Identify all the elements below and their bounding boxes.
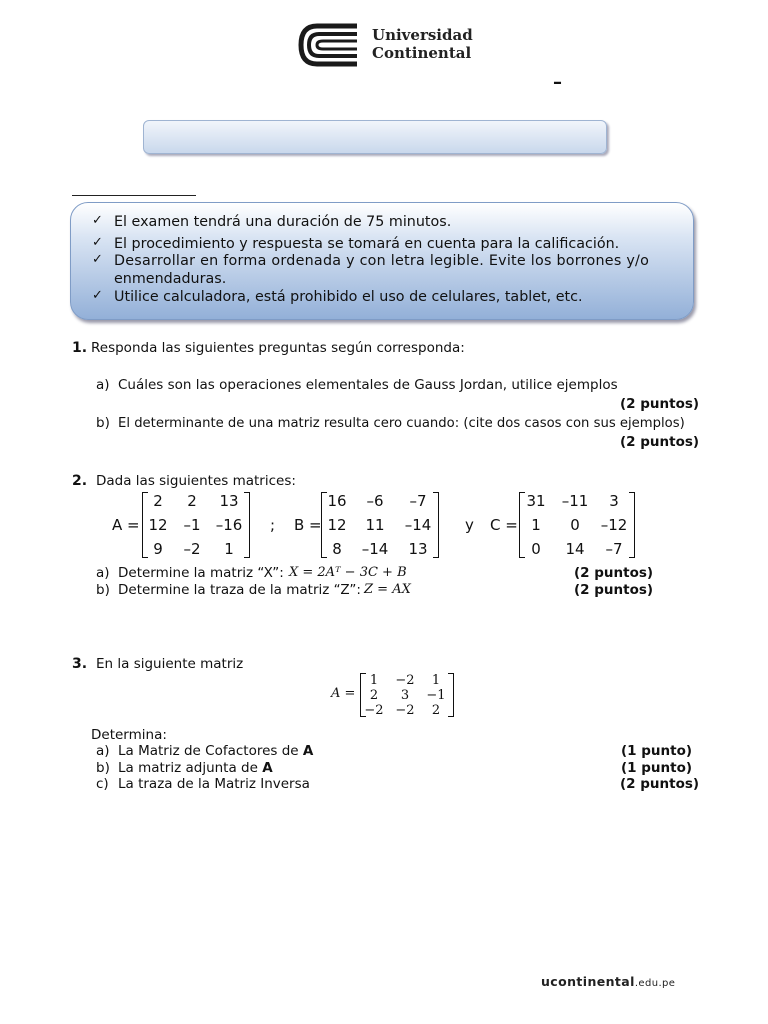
matrix-cell: –2 — [183, 540, 201, 558]
q2-b-label: b) — [96, 582, 110, 598]
q3-a-bold: A — [302, 743, 314, 759]
question-1-number: 1. — [72, 340, 88, 356]
matrix-cell: 11 — [365, 516, 385, 534]
instructions-underline — [72, 195, 196, 196]
matrix-cell: 9 — [153, 540, 163, 558]
q1-a-text: Cuáles son las operaciones elementales de Gauss Jordan, utilice ejemplos — [118, 377, 618, 393]
matrix-a-label: A = — [112, 516, 140, 534]
matrix-cell: 3 — [609, 492, 619, 510]
q3-matrix-right-bracket — [448, 673, 454, 717]
matrix-cell: –12 — [600, 516, 628, 534]
q3-b-bold: A — [262, 760, 273, 776]
matrix-b-right-bracket — [433, 492, 439, 558]
matrix-cell: −1 — [426, 688, 446, 703]
university-name-line2: Continental — [372, 44, 472, 62]
matrix-cell: 14 — [565, 540, 585, 558]
q2-a-label: a) — [96, 565, 110, 581]
matrix-cell: 13 — [219, 492, 239, 510]
q3-c-label: c) — [96, 776, 109, 792]
q2-a-text: Determine la matriz “X”: — [118, 565, 284, 581]
q3-matrix-label: A = — [331, 686, 356, 701]
q3-a-label: a) — [96, 743, 110, 759]
check-icon: ✓ — [92, 252, 103, 267]
matrix-cell: –14 — [361, 540, 389, 558]
instruction-item: El examen tendrá una duración de 75 minutos. — [114, 214, 452, 230]
matrix-cell: 12 — [327, 516, 347, 534]
matrix-cell: 0 — [531, 540, 541, 558]
matrix-cell: 3 — [400, 688, 410, 703]
matrix-cell: –6 — [366, 492, 384, 510]
footer-brand-suffix: .edu.pe — [634, 978, 676, 989]
matrix-cell: 16 — [327, 492, 347, 510]
question-1-text: Responda las siguientes preguntas según corresponda: — [91, 340, 465, 356]
check-icon: ✓ — [92, 235, 103, 250]
matrix-cell: −2 — [395, 703, 415, 718]
q3-b-text: La matriz adjunta de — [118, 760, 258, 776]
matrix-cell: 8 — [332, 540, 342, 558]
matrix-c-right-bracket — [629, 492, 635, 558]
matrix-separator: ; — [270, 516, 276, 534]
q2-a-points: (2 puntos) — [574, 565, 654, 581]
matrix-cell: −2 — [364, 703, 384, 718]
matrix-cell: 1 — [531, 516, 541, 534]
instruction-item: El procedimiento y respuesta se tomará en cuenta para la calificación. — [114, 236, 620, 252]
matrix-cell: 1 — [431, 673, 441, 688]
matrix-cell: 31 — [526, 492, 546, 510]
matrix-cell: 2 — [431, 703, 441, 718]
matrix-b-label: B = — [294, 516, 322, 534]
header-dash: – — [553, 72, 562, 93]
matrix-cell: –14 — [404, 516, 432, 534]
q3-c-points: (2 puntos) — [620, 776, 700, 792]
q2-b-text: Determine la traza de la matriz “Z”: — [118, 582, 361, 598]
matrix-cell: 1 — [369, 673, 379, 688]
footer-brand — [541, 974, 675, 989]
matrix-cell: –7 — [409, 492, 427, 510]
instruction-item: enmendaduras. — [114, 271, 227, 287]
matrix-cell: −2 — [395, 673, 415, 688]
matrix-cell: –1 — [183, 516, 201, 534]
check-icon: ✓ — [92, 213, 103, 228]
q3-b-points: (1 punto) — [621, 760, 693, 776]
q3-b-label: b) — [96, 760, 110, 776]
footer-brand-name: ucontinental — [541, 974, 635, 989]
instruction-item: Desarrollar en forma ordenada y con letra legible. Evite los borrones y/o — [114, 253, 650, 269]
q3-determina: Determina: — [91, 727, 167, 743]
q2-a-formula: X = 2Aᵀ − 3C + B — [289, 565, 407, 580]
matrix-cell: 1 — [224, 540, 234, 558]
matrix-cell: 2 — [153, 492, 163, 510]
matrix-cell: 2 — [187, 492, 197, 510]
q1-b-points: (2 puntos) — [620, 434, 700, 450]
exam-title-bar — [143, 120, 607, 154]
matrix-separator: y — [465, 516, 474, 534]
question-3-number: 3. — [72, 656, 88, 672]
q1-a-label: a) — [96, 377, 110, 393]
matrix-cell: 13 — [408, 540, 428, 558]
check-icon: ✓ — [92, 288, 103, 303]
instruction-item: Utilice calculadora, está prohibido el uso de celulares, tablet, etc. — [114, 289, 583, 305]
q3-a-text: La Matriz de Cofactores de — [118, 743, 299, 759]
question-3-text: En la siguiente matriz — [96, 656, 244, 672]
q2-b-points: (2 puntos) — [574, 582, 654, 598]
matrix-cell: 2 — [369, 688, 379, 703]
matrix-cell: –11 — [561, 492, 589, 510]
matrix-a-right-bracket — [244, 492, 250, 558]
matrix-c-label: C = — [490, 516, 518, 534]
logo-emblem-icon — [297, 22, 363, 68]
question-2-number: 2. — [72, 473, 88, 489]
university-name-line1: Universidad — [372, 26, 473, 44]
q1-a-points: (2 puntos) — [620, 396, 700, 412]
q1-b-label: b) — [96, 415, 110, 431]
q1-b-text: El determinante de una matriz resulta cero cuando: (cite dos casos con sus ejemplos) — [118, 416, 685, 431]
q3-c-text: La traza de la Matriz Inversa — [118, 776, 310, 792]
q2-b-formula: Z = AX — [364, 582, 411, 597]
matrix-cell: 0 — [570, 516, 580, 534]
university-name — [372, 26, 473, 62]
matrix-cell: 12 — [148, 516, 168, 534]
question-2-text: Dada las siguientes matrices: — [96, 473, 296, 489]
matrix-cell: –16 — [215, 516, 243, 534]
q3-a-points: (1 punto) — [621, 743, 693, 759]
matrix-cell: –7 — [605, 540, 623, 558]
